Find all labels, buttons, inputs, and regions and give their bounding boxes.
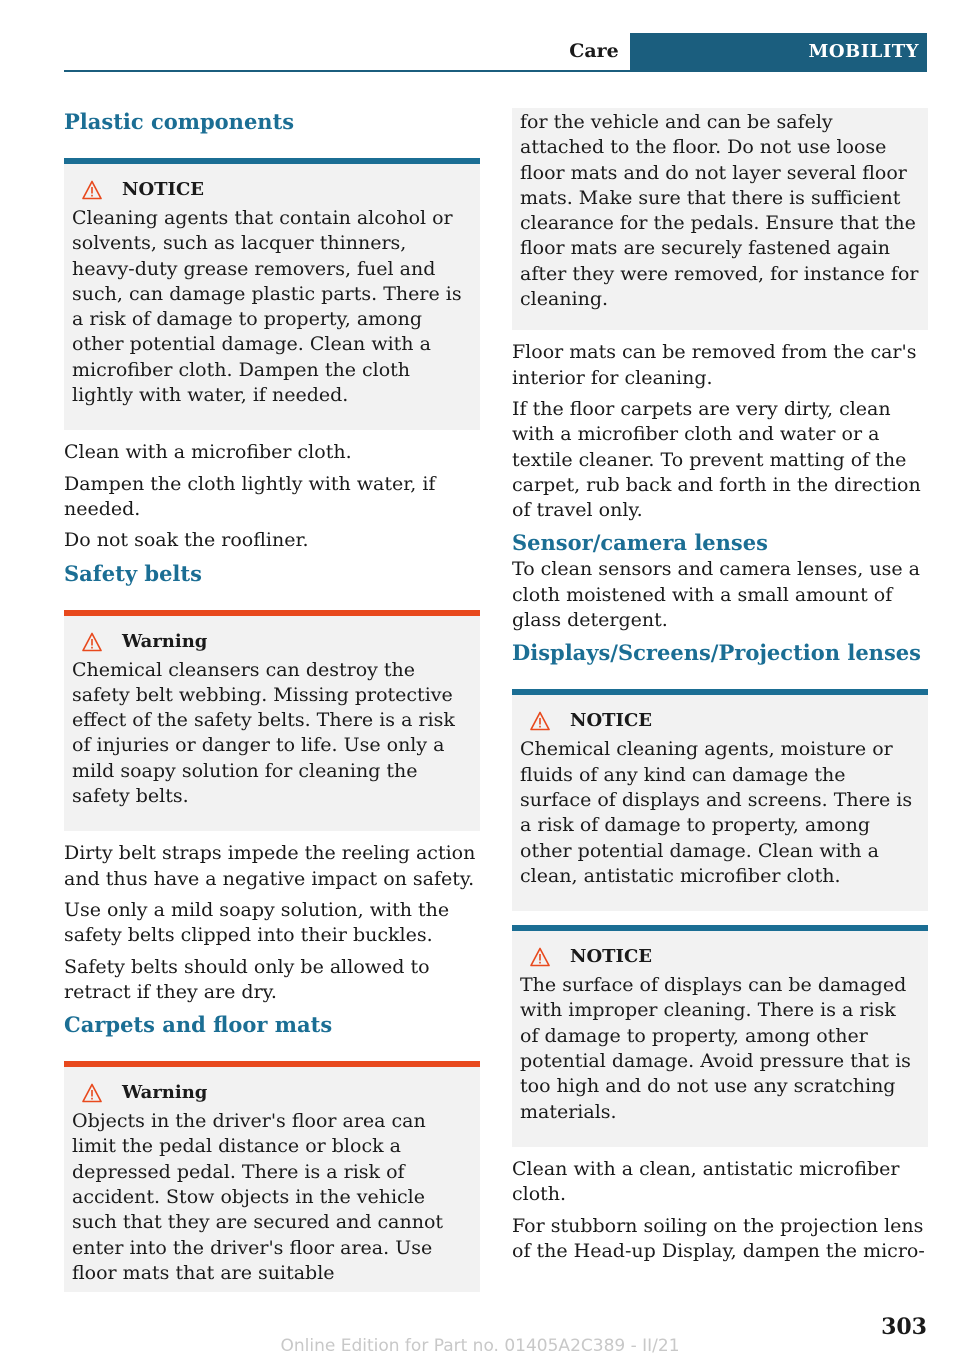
header-section-label: Care xyxy=(569,40,619,62)
paragraph: Dirty belt straps impede the reeling action and thus have a negative impact on safety. xyxy=(64,842,476,890)
warning-text: Chemical cleansers can destroy the safety belt webbing. Missing protective effect of the safety belts. There is a risk of injuries or danger to life. Use only a mild soapy solution for cleaning the safety belts. xyxy=(72,658,455,808)
notice-label: NOTICE xyxy=(122,179,204,200)
paragraph: Clean with a microfiber cloth. xyxy=(64,441,352,464)
warning-triangle-icon xyxy=(82,1083,102,1103)
warning-triangle-icon xyxy=(530,711,550,731)
warning-box-floor-mats-continued xyxy=(512,108,928,330)
notice-box-displays-surface xyxy=(512,925,928,1147)
warning-box-floor-mats xyxy=(64,1061,480,1292)
page-number: 303 xyxy=(881,1314,927,1340)
heading-sensor-camera-lenses: Sensor/camera lenses xyxy=(512,530,768,556)
paragraph: Dampen the cloth lightly with water, if needed. xyxy=(64,472,436,520)
paragraph: Clean with a clean, antistatic microfiber cloth. xyxy=(512,1157,900,1206)
warning-box-safety-belts xyxy=(64,610,480,832)
left-column xyxy=(64,108,480,1302)
warning-triangle-icon xyxy=(530,947,550,967)
warning-text-continued: for the vehicle and can be safely attached to the floor. Do not use loose floor mats and do not layer several floor mats. Make sure that there is sufficient clearance for the pedals. Ensure that the floor mats are securely fastened again after they were removed, for instance for cleaning. xyxy=(520,111,919,311)
notice-label: NOTICE xyxy=(570,946,652,968)
notice-text: Cleaning agents that contain alcohol or solvents, such as lacquer thinners, heavy-duty grease removers, fuel and such, can damage plastic parts. There is a risk of damage to property, among other potential damage. Clean with a microfiber cloth. Dampen the cloth lightly with water, if needed. xyxy=(72,207,462,407)
paragraph: Use only a mild soapy solution, with the safety belts clipped into their buckles. xyxy=(64,898,450,947)
warning-triangle-icon xyxy=(82,632,102,652)
warning-label: Warning xyxy=(122,630,208,652)
heading-safety-belts: Safety belts xyxy=(64,560,202,586)
paragraph: Safety belts should only be allowed to retract if they are dry. xyxy=(64,955,430,1003)
header-chapter-tab: MOBILITY xyxy=(630,33,927,70)
paragraph: If the floor carpets are very dirty, clean with a microfiber cloth and water or a textile cleaner. To prevent matting of the carpet, rub back and forth in the direction of travel only. xyxy=(512,397,921,522)
paragraph: Do not soak the roofliner. xyxy=(64,529,309,552)
notice-text: The surface of displays can be damaged with improper cleaning. There is a risk of damage to property, among other potential damage. Avoid pressure that is too high and do not use any scratching materials. xyxy=(520,974,911,1123)
heading-displays-screens-projection-lenses: Displays/Screens/Projection lenses xyxy=(512,640,921,666)
header-rule xyxy=(64,70,927,72)
footer-watermark: Online Edition for Part no. 01405A2C389 - II/21 xyxy=(280,1336,680,1356)
heading-plastic-components: Plastic components xyxy=(64,109,295,134)
warning-label: Warning xyxy=(122,1082,208,1104)
paragraph: For stubborn soiling on the projection lens of the Head-up Display, dampen the micro- xyxy=(512,1214,925,1262)
notice-label: NOTICE xyxy=(570,710,652,732)
heading-carpets-floor-mats: Carpets and floor mats xyxy=(64,1012,333,1038)
paragraph: To clean sensors and camera lenses, use a cloth moistened with a small amount of glass detergent. xyxy=(512,558,920,632)
notice-box-displays xyxy=(512,689,928,911)
notice-box-plastic xyxy=(64,158,480,430)
warning-text: Objects in the driver's floor area can limit the pedal distance or block a depressed pedal. There is a risk of accident. Stow objects in the vehicle such that they are secured and cannot enter into the driver's floor area. Use floor mats that are suitable xyxy=(72,1110,444,1284)
warning-triangle-icon xyxy=(82,180,102,200)
right-column xyxy=(512,108,928,1270)
notice-text: Chemical cleaning agents, moisture or fluids of any kind can damage the surface of displays and screens. There is a risk of damage to property, among other potential damage. Clean with a clean, antistatic microfiber cloth. xyxy=(520,738,913,887)
paragraph: Floor mats can be removed from the car's interior for cleaning. xyxy=(512,341,917,389)
